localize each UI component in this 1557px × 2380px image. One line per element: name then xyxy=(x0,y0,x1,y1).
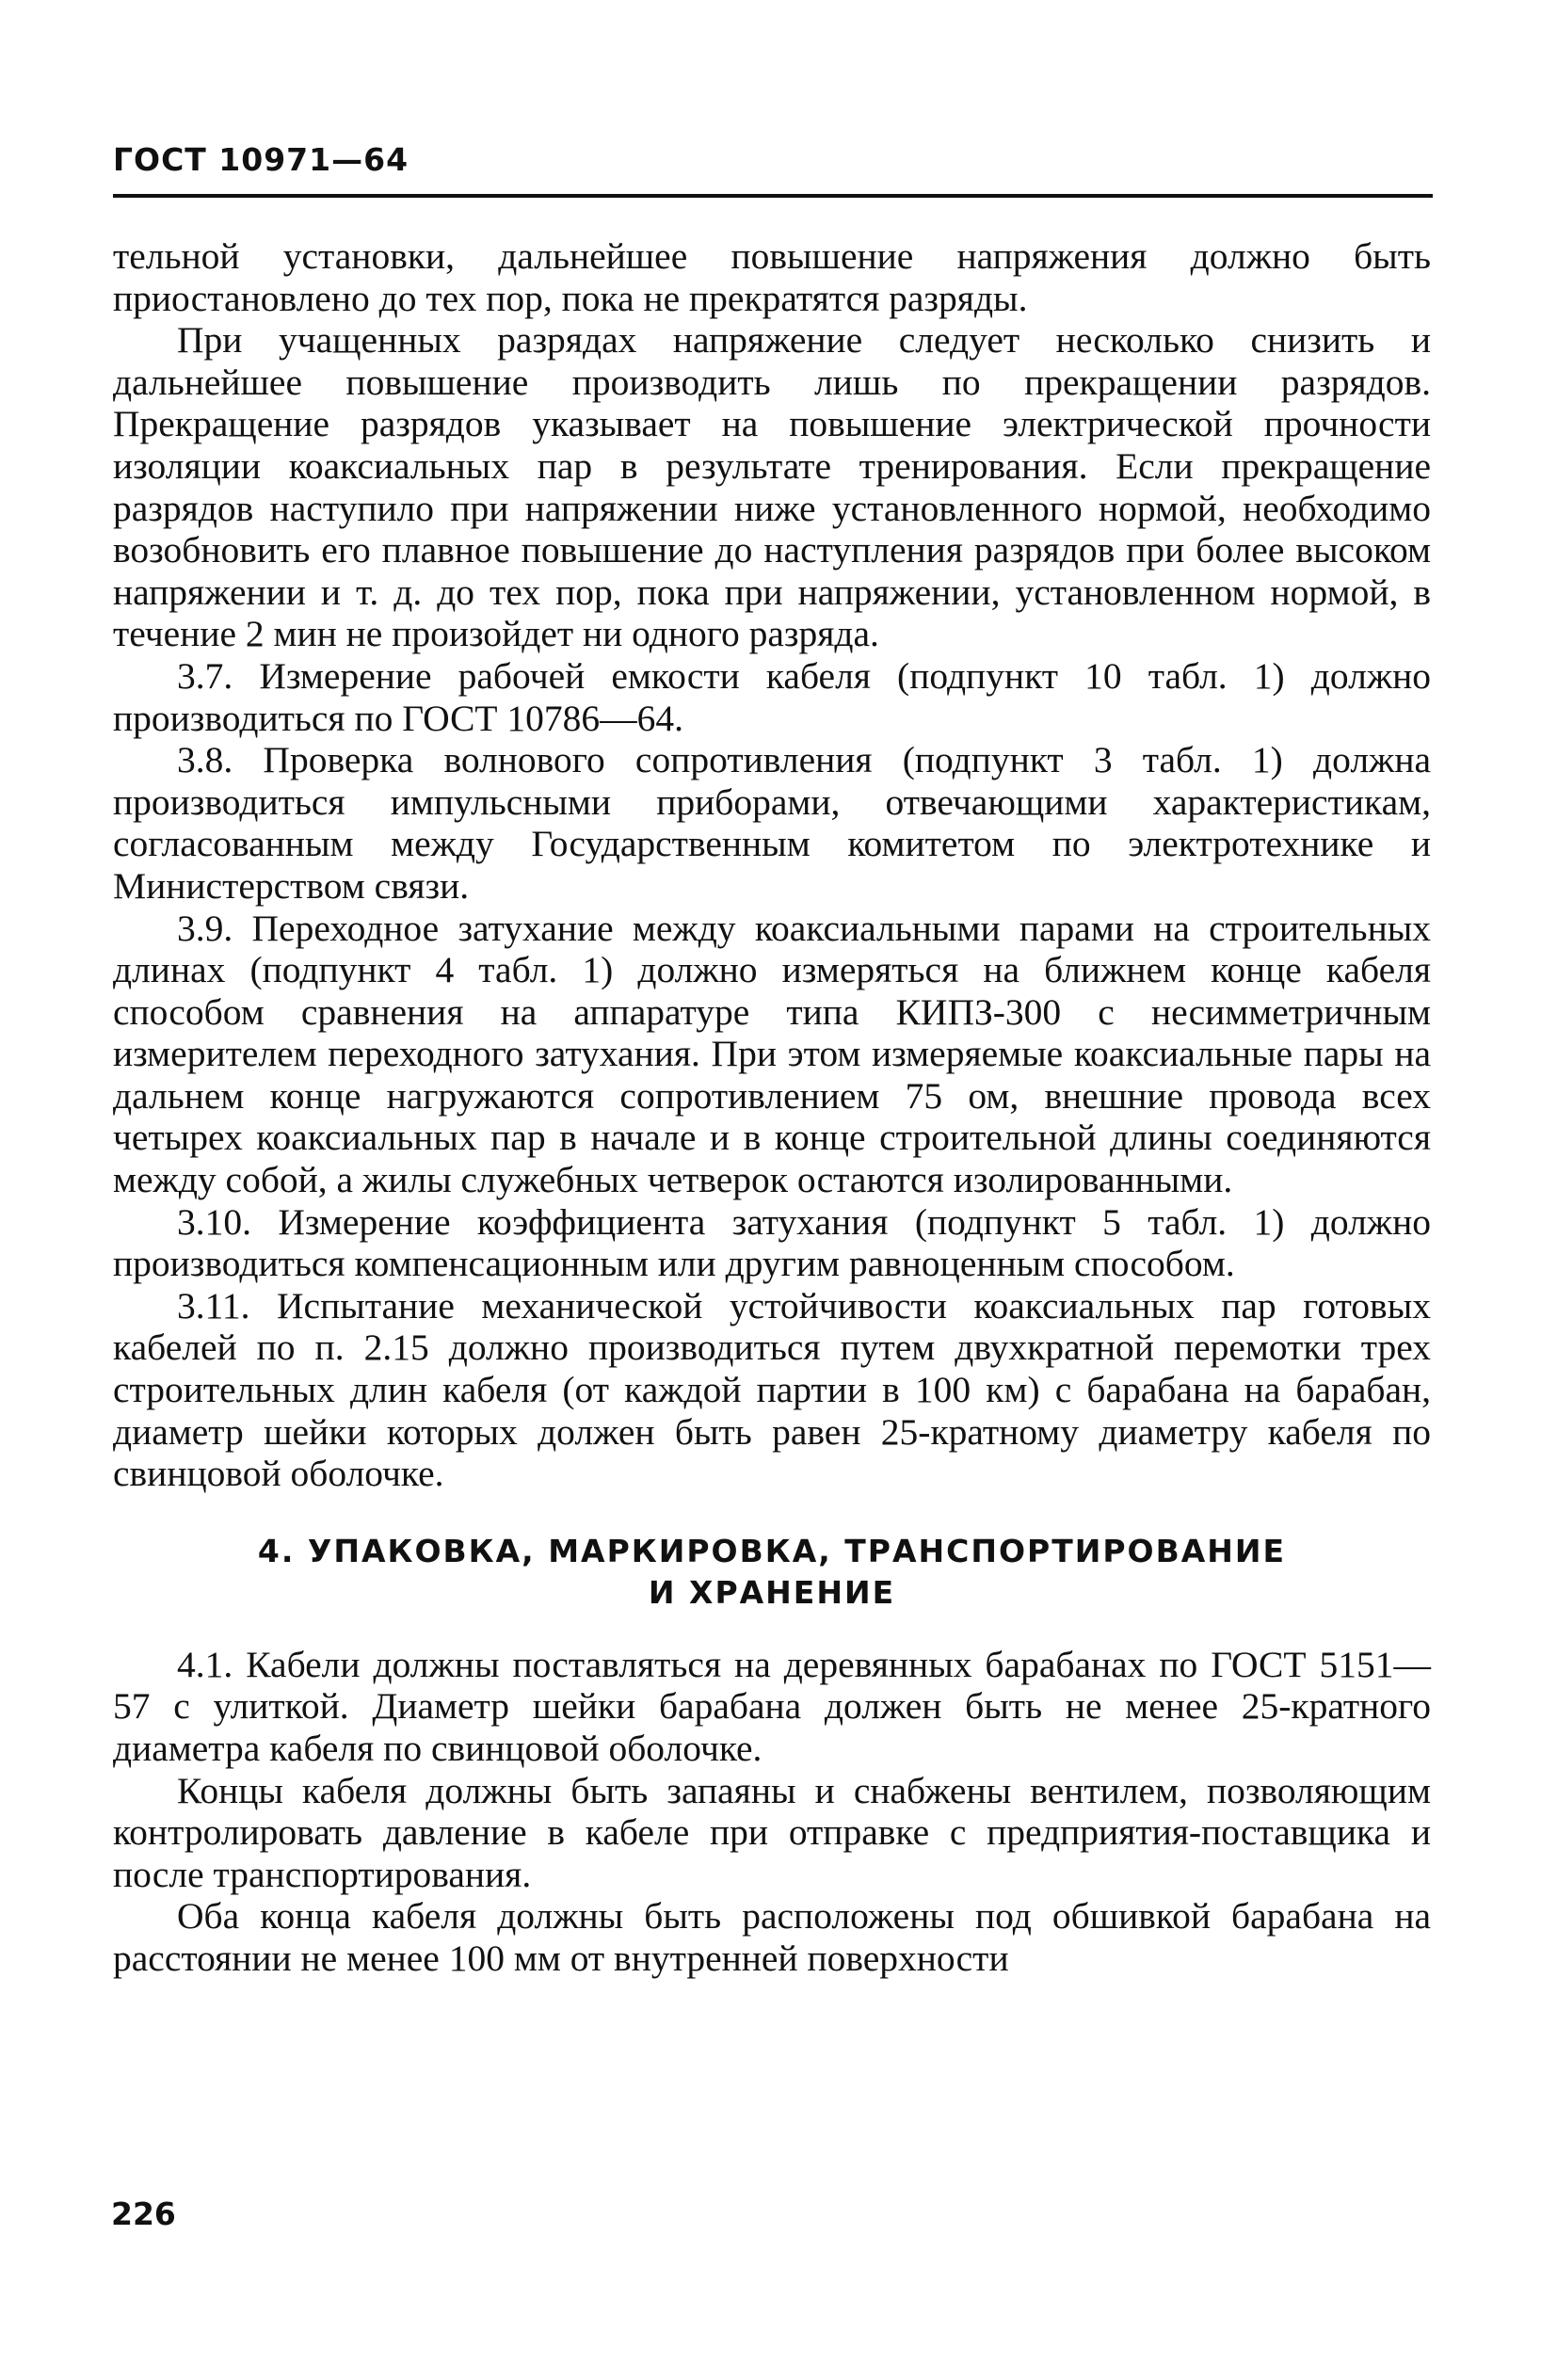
paragraph-3-10: 3.10. Измерение коэффициента затухания (подпункт 5 табл. 1) должно производиться компенсационным или другим равноценным способом. xyxy=(113,1200,1431,1285)
paragraph-3-7: 3.7. Измерение рабочей емкости кабеля (подпункт 10 табл. 1) должно производиться по ГОСТ 10786—64. xyxy=(113,654,1431,739)
body-text xyxy=(113,235,1431,1980)
page-number: 226 xyxy=(111,2195,176,2232)
paragraph-continuation: тельной установки, дальнейшее повышение напряжения должно быть приостановлено до тех пор, пока не прекратятся разряды. xyxy=(113,235,1431,319)
paragraph-discharges: При учащенных разрядах напряжение следует несколько снизить и дальнейшее повышение производить лишь по прекращении разрядов. Прекращение разрядов указывает на повышение электрической прочности изоляции коаксиальных пар в результате тренирования. Если прекращение разрядов наступило при напряжении ниже установленного нормой, необходимо возобновить его плавное повышение до наступления разрядов при более высоком напряжении и т. д. до тех пор, пока при напряжении, установленном нормой, в течение 2 мин не произойдет ни одного разряда. xyxy=(113,319,1431,655)
paragraph-3-9: 3.9. Переходное затухание между коаксиальными парами на строительных длинах (подпункт 4 табл. 1) должно измеряться на ближнем конце кабеля способом сравнения на аппаратуре типа КИПЗ-300 с несимметричным измерителем переходного затухания. При этом измеряемые коаксиальные пары на дальнем конце нагружаются сопротивлением 75 ом, внешние провода всех четырех коаксиальных пар в начале и в конце строительной длины соединяются между собой, а жилы служебных четверок остаются изолированными. xyxy=(113,907,1431,1201)
header-rule xyxy=(113,194,1433,198)
page-header-title: ГОСТ 10971—64 xyxy=(113,141,409,178)
section-4-title-line-2: И ХРАНЕНИЕ xyxy=(648,1573,896,1611)
paragraph-3-11: 3.11. Испытание механической устойчивости коаксиальных пар готовых кабелей по п. 2.15 должно производиться путем двухкратной перемотки трех строительных длин кабеля (от каждой партии в 100 км) с барабана на барабан, диаметр шейки которых должен быть равен 25-кратному диаметру кабеля по свинцовой оболочке. xyxy=(113,1284,1431,1495)
section-4-title-line-1: 4. УПАКОВКА, МАРКИРОВКА, ТРАНСПОРТИРОВАНИЕ xyxy=(257,1532,1287,1569)
paragraph-cable-ends: Концы кабеля должны быть запаяны и снабжены вентилем, позволяющим контролировать давление в кабеле при отправке с предприятия-поставщика и после транспортирования. xyxy=(113,1769,1431,1895)
paragraph-drum-placement: Оба конца кабеля должны быть расположены под обшивкой барабана на расстоянии не менее 100 мм от внутренней поверхности xyxy=(113,1895,1431,1979)
paragraph-4-1: 4.1. Кабели должны поставляться на деревянных барабанах по ГОСТ 5151—57 с улиткой. Диаметр шейки барабана должен быть не менее 25-кратного диаметра кабеля по свинцовой оболочке. xyxy=(113,1643,1431,1769)
paragraph-3-8: 3.8. Проверка волнового сопротивления (подпункт 3 табл. 1) должна производиться импульсными приборами, отвечающими характеристикам, согласованным между Государственным комитетом по электротехнике и Министерством связи. xyxy=(113,739,1431,907)
section-4-title xyxy=(113,1531,1431,1614)
